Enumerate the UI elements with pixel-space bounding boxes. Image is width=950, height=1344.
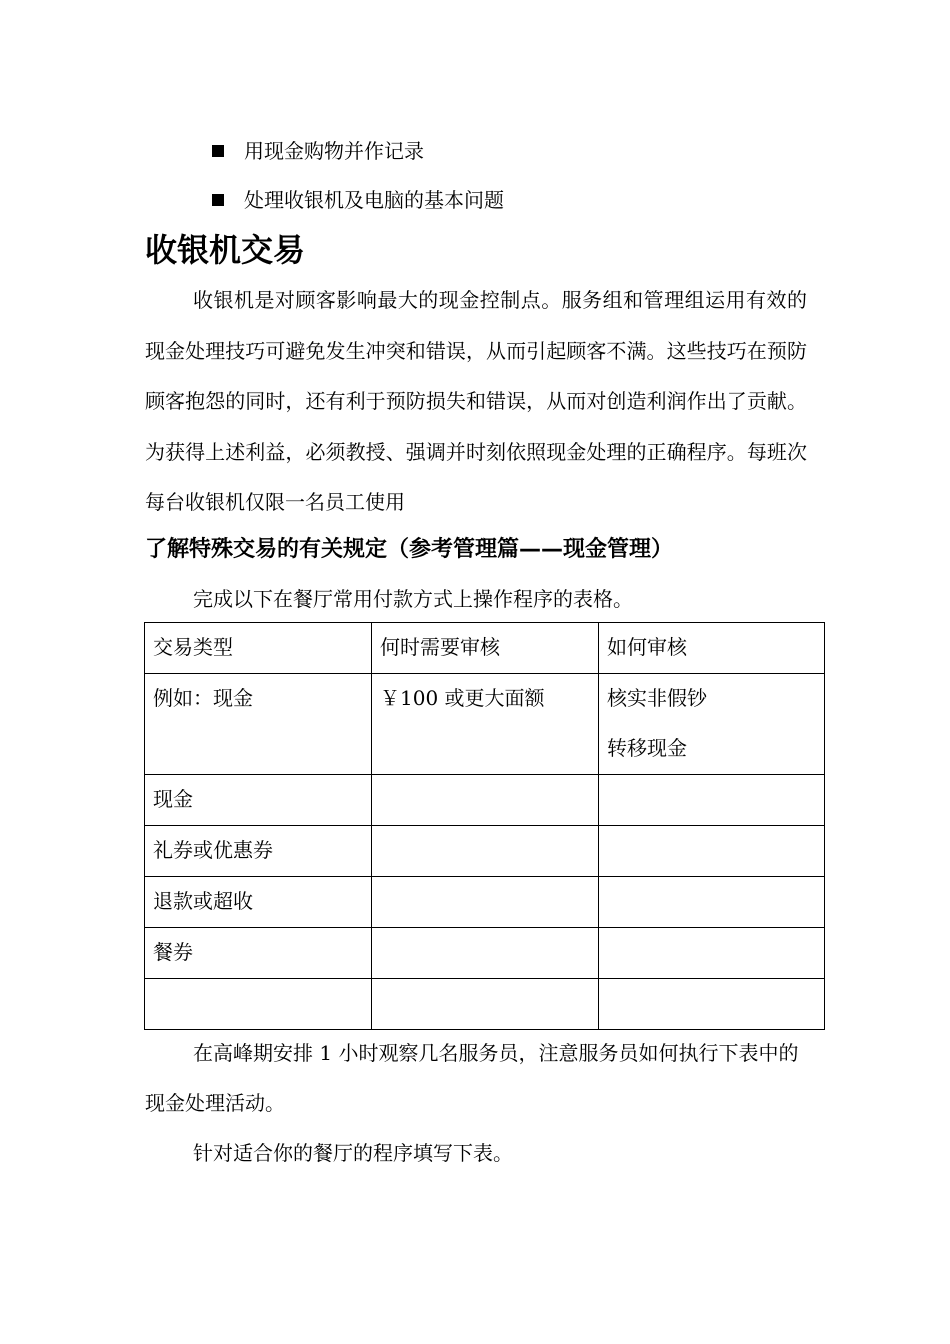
square-bullet-icon	[212, 145, 224, 157]
row-when-cell[interactable]	[372, 877, 599, 928]
row-how-cell[interactable]	[599, 877, 825, 928]
header-cell-type: 交易类型	[145, 623, 372, 674]
row-type-cell: 现金	[145, 775, 372, 826]
table-row	[145, 775, 825, 826]
bullet-item	[212, 185, 504, 215]
subsection-heading: 了解特殊交易的有关规定（参考管理篇——现金管理）	[145, 537, 674, 562]
row-type-cell: 礼券或优惠券	[145, 826, 372, 877]
row-how-cell[interactable]	[599, 928, 825, 979]
row-how-cell[interactable]	[599, 826, 825, 877]
row-type-cell: 餐券	[145, 928, 372, 979]
row-when-cell[interactable]	[372, 979, 599, 1030]
row-when-cell[interactable]	[372, 826, 599, 877]
table-row	[145, 826, 825, 877]
table-row	[145, 877, 825, 928]
observation-paragraph: 在高峰期安排 1 小时观察几名服务员，注意服务员如何执行下表中的现金处理活动。	[145, 1041, 799, 1115]
square-bullet-icon	[212, 194, 224, 206]
example-how-line: 核实非假钞	[607, 686, 707, 710]
section-heading: 收银机交易	[145, 231, 306, 269]
table-header-row	[145, 623, 825, 674]
bullet-item	[212, 136, 424, 166]
example-when-cell: ￥100 或更大面额	[372, 674, 599, 775]
table-intro-text: 完成以下在餐厅常用付款方式上操作程序的表格。	[193, 587, 633, 611]
example-type-cell: 例如：现金	[145, 674, 372, 775]
row-when-cell[interactable]	[372, 775, 599, 826]
table-row	[145, 928, 825, 979]
bullet-text: 处理收银机及电脑的基本问题	[244, 188, 504, 212]
bullet-text: 用现金购物并作记录	[244, 139, 424, 163]
row-type-cell[interactable]	[145, 979, 372, 1030]
table-example-row	[145, 674, 825, 775]
row-how-cell[interactable]	[599, 775, 825, 826]
row-when-cell[interactable]	[372, 928, 599, 979]
header-cell-how: 如何审核	[599, 623, 825, 674]
row-type-cell: 退款或超收	[145, 877, 372, 928]
row-how-cell[interactable]	[599, 979, 825, 1030]
intro-paragraph: 收银机是对顾客影响最大的现金控制点。服务组和管理组运用有效的现金处理技巧可避免发生冲突和错误，从而引起顾客不满。这些技巧在预防顾客抱怨的同时，还有利于预防损失和错误，从而对创造利润作出了贡献。为获得上述利益，必须教授、强调并时刻依照现金处理的正确程序。每班次每台收银机仅限一名员工使用	[145, 288, 807, 514]
example-how-cell	[599, 674, 825, 775]
table-row	[145, 979, 825, 1030]
header-cell-when: 何时需要审核	[372, 623, 599, 674]
payment-procedure-table	[144, 622, 825, 1030]
example-how-line: 转移现金	[607, 736, 687, 760]
closing-paragraph: 针对适合你的餐厅的程序填写下表。	[193, 1141, 513, 1165]
